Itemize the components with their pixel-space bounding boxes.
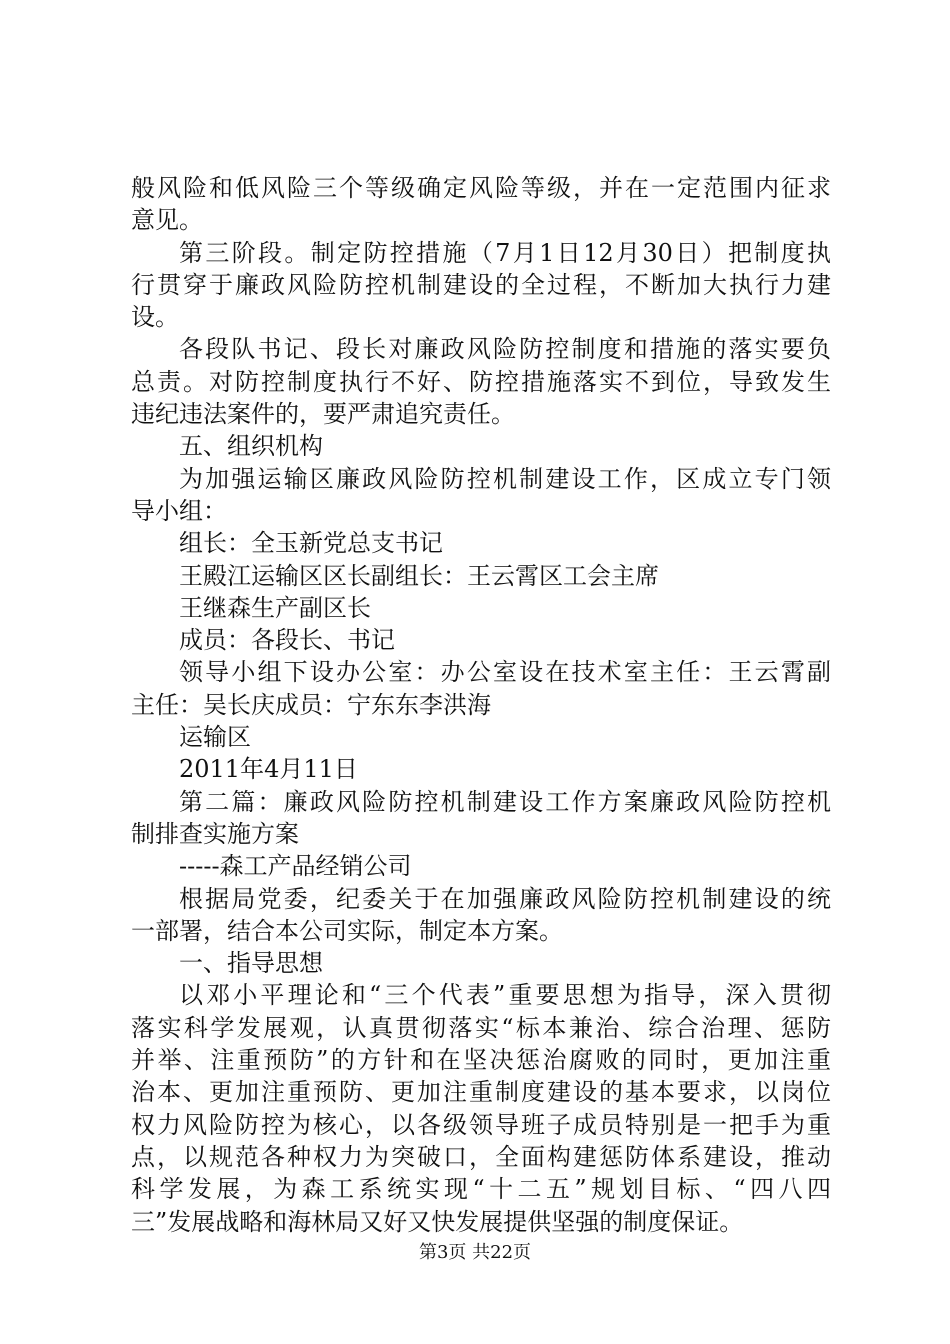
text-line: 为加强运输区廉政风险防控机制建设工作，区成立专门领 (179, 464, 831, 493)
text-line: 第二篇：廉政风险防控机制建设工作方案廉政风险防控机 (179, 787, 831, 816)
text-line: 成员：各段长、书记 (179, 626, 395, 655)
text-line: 2011年4月11日 (179, 755, 358, 784)
text-line: 点，以规范各种权力为突破口，全面构建惩防体系建设，推动 (131, 1142, 831, 1171)
text-line: 以邓小平理论和“三个代表”重要思想为指导，深入贯彻 (179, 981, 831, 1010)
text-line: 运输区 (179, 723, 251, 752)
text-line: 般风险和低风险三个等级确定风险等级，并在一定范围内征求 (131, 174, 831, 202)
text-line: 设。 (131, 303, 179, 332)
text-line: 各段队书记、段长对廉政风险防控制度和措施的落实要负 (179, 335, 831, 364)
text-line: 总责。对防控制度执行不好、防控措施落实不到位，导致发生 (131, 367, 831, 396)
text-line: 王继森生产副区长 (179, 593, 371, 622)
text-line: 第三阶段。制定防控措施（7月1日12月30日）把制度执 (179, 238, 831, 267)
text-line: 权力风险防控为核心，以各级领导班子成员特别是一把手为重 (131, 1110, 831, 1139)
text-line: 王殿江运输区区长副组长：王云霄区工会主席 (179, 561, 659, 590)
text-line: 三”发展战略和海林局又好又快发展提供坚强的制度保证。 (131, 1207, 744, 1236)
document-body (131, 172, 831, 1238)
text-line: 并举、注重预防”的方针和在坚决惩治腐败的同时，更加注重 (131, 1046, 831, 1075)
text-line: 根据局党委，纪委关于在加强廉政风险防控机制建设的统 (179, 884, 831, 913)
text-line: 落实科学发展观，认真贯彻落实“标本兼治、综合治理、惩防 (131, 1013, 831, 1042)
text-line: 一、指导思想 (179, 949, 323, 978)
text-line: 科学发展，为森工系统实现“十二五”规划目标、“四八四 (131, 1175, 831, 1204)
text-line: 一部署，结合本公司实际，制定本方案。 (131, 916, 563, 945)
text-line: 行贯穿于廉政风险防控机制建设的全过程，不断加大执行力建 (131, 270, 831, 299)
text-line: 主任：吴长庆成员：宁东东李洪海 (131, 690, 491, 719)
text-line: 领导小组下设办公室：办公室设在技术室主任：王云霄副 (179, 658, 831, 687)
text-line: 违纪违法案件的，要严肃追究责任。 (131, 400, 515, 429)
text-line: 制排查实施方案 (131, 819, 299, 848)
text-line: 组长：全玉新党总支书记 (179, 529, 443, 558)
text-line: 五、组织机构 (179, 432, 323, 461)
text-line: 治本、更加注重预防、更加注重制度建设的基本要求，以岗位 (131, 1078, 831, 1107)
text-line: 导小组： (131, 496, 227, 525)
page-footer: 第3页 共22页 (418, 1242, 532, 1263)
text-line: 意见。 (131, 206, 203, 235)
text-line: -----森工产品经销公司 (179, 852, 412, 881)
